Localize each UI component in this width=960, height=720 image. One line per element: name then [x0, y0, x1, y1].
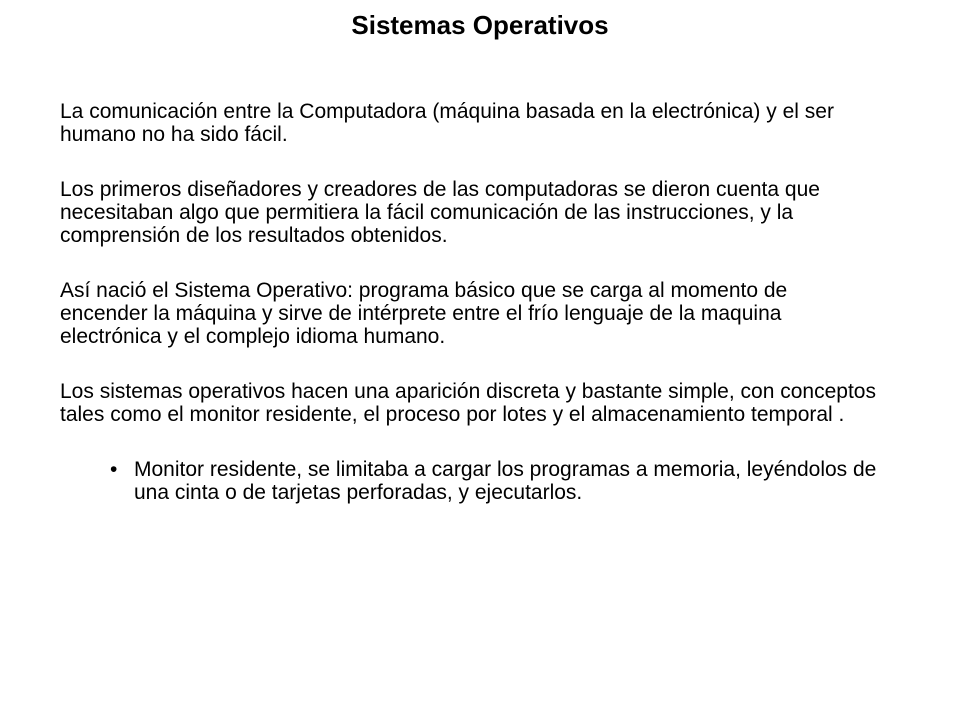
slide-body — [60, 100, 880, 504]
paragraph-communication: La comunicación entre la Computadora (máquina basada en la electrónica) y el ser humano no ha sido fácil. — [60, 100, 834, 146]
bullet-item-monitor-residente — [110, 458, 880, 504]
paragraph-os-origin: Así nació el Sistema Operativo: programa básico que se carga al momento de encender la máquina y sirve de intérprete entre el frío lenguaje de la maquina electrónica y el complejo idioma humano. — [60, 279, 788, 348]
bullet-icon: • — [110, 458, 118, 481]
bullet-text: Monitor residente, se limitaba a cargar los programas a memoria, leyéndolos de una cinta o de tarjetas perforadas, y ejecutarlos. — [134, 458, 877, 504]
paragraph-first-designers: Los primeros diseñadores y creadores de las computadoras se dieron cuenta que necesitaban algo que permitiera la fácil comunicación de las instrucciones, y la comprensión de los resultados obtenidos. — [60, 178, 820, 247]
slide-title: Sistemas Operativos — [351, 10, 609, 40]
paragraph-os-concepts: Los sistemas operativos hacen una aparición discreta y bastante simple, con conceptos tales como el monitor residente, el proceso por lotes y el almacenamiento temporal . — [60, 380, 876, 426]
bullet-list — [60, 458, 880, 504]
